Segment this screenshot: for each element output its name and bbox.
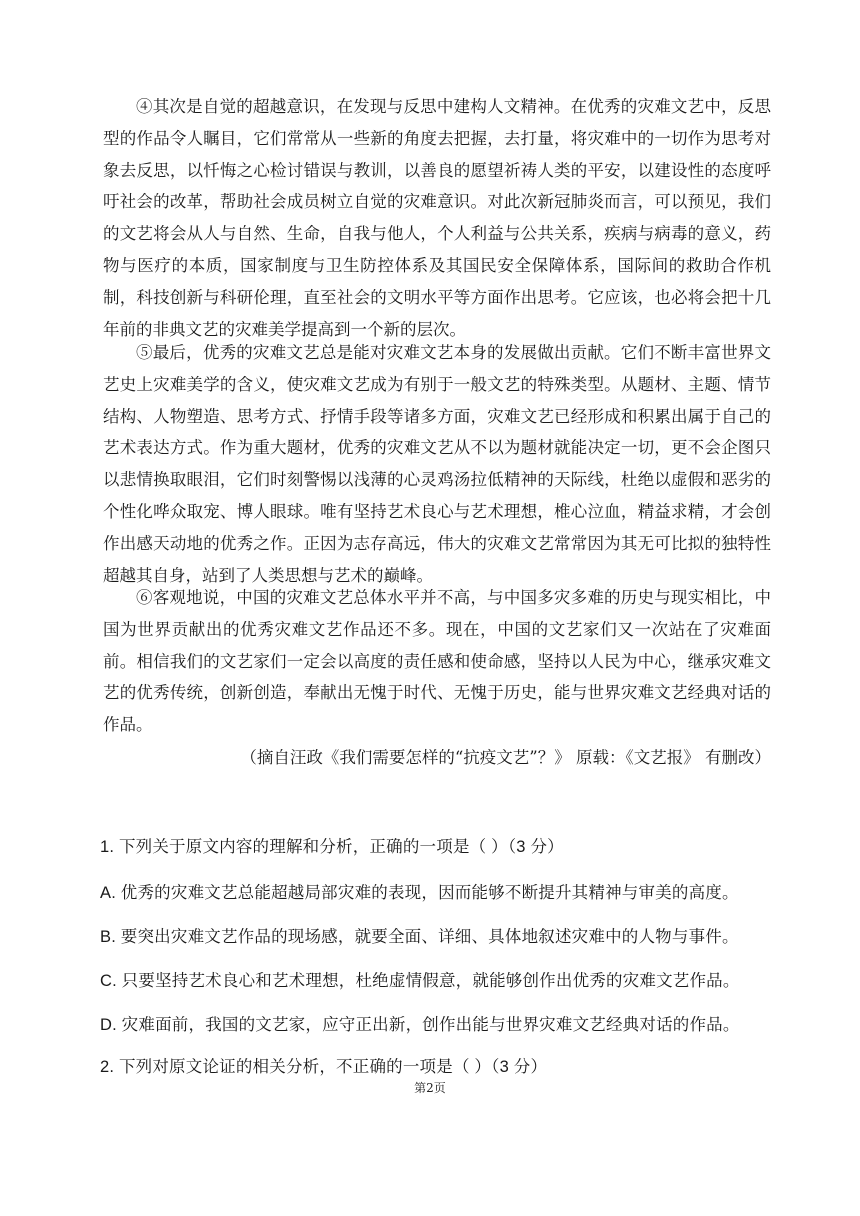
- question-1-option-b: B. 要突出灾难文艺作品的现场感，就要全面、详细、具体地叙述灾难中的人物与事件。: [100, 928, 739, 946]
- question-1-option-c: C. 只要坚持艺术良心和艺术理想，杜绝虚情假意，就能够创作出优秀的灾难文艺作品。: [100, 972, 740, 990]
- passage-paragraph-5: ⑤最后，优秀的灾难文艺总是能对灾难文艺本身的发展做出贡献。它们不断丰富世界文艺史上灾难美学的含义，使灾难文艺成为有别于一般文艺的特殊类型。从题材、主题、情节结构、人物塑造、思考方式、抒情手段等诸多方面，灾难文艺已经形成和积累出属于自己的艺术表达方式。作为重大题材，优秀的灾难文艺从不以为题材就能决定一切，更不会企图只以悲情换取眼泪，它们时刻警惕以浅薄的心灵鸡汤拉低精神的天际线，杜绝以虚假和恶劣的个性化哗众取宠、博人眼球。唯有坚持艺术良心与艺术理想，椎心泣血，精益求精，才会创作出感天动地的优秀之作。正因为志存高远，伟大的灾难文艺常常因为其无可比拟的独特性超越其自身，站到了人类思想与艺术的巅峰。: [103, 343, 771, 585]
- passage-paragraph-6: ⑥客观地说，中国的灾难文艺总体水平并不高，与中国多灾多难的历史与现实相比，中国为世界贡献出的优秀灾难文艺作品还不多。现在，中国的文艺家们又一次站在了灾难面前。相信我们的文艺家们一定会以高度的责任感和使命感，坚持以人民为中心，继承灾难文艺的优秀传统，创新创造，奉献出无愧于时代、无愧于历史，能与世界灾难文艺经典对话的作品。: [103, 588, 771, 735]
- question-2-stem: 2. 下列对原文论证的相关分析，不正确的一项是（ ）（3 分）: [100, 1058, 548, 1076]
- passage-paragraph-4: ④其次是自觉的超越意识，在发现与反思中建构人文精神。在优秀的灾难文艺中，反思型的作品令人瞩目，它们常常从一些新的角度去把握，去打量，将灾难中的一切作为思考对象去反思，以忏悔之心检讨错误与教训，以善良的愿望祈祷人类的平安，以建设性的态度呼吁社会的改革，帮助社会成员树立自觉的灾难意识。对此次新冠肺炎而言，可以预见，我们的文艺将会从人与自然、生命，自我与他人，个人利益与公共关系，疾病与病毒的意义，药物与医疗的本质，国家制度与卫生防控体系及其国民安全保障体系，国际间的救助合作机制，科技创新与科研伦理，直至社会的文明水平等方面作出思考。它应该，也必将会把十几年前的非典文艺的灾难美学提高到一个新的层次。: [103, 97, 771, 339]
- question-1-option-d: D. 灾难面前，我国的文艺家，应守正出新，创作出能与世界灾难文艺经典对话的作品。: [100, 1016, 740, 1034]
- source-citation: （摘自汪政《我们需要怎样的“抗疫文艺”？》 原载：《文艺报》 有删改）: [240, 748, 771, 767]
- question-1-option-a: A. 优秀的灾难文艺总能超越局部灾难的表现，因而能够不断提升其精神与审美的高度。: [100, 884, 739, 902]
- question-1-stem: 1. 下列关于原文内容的理解和分析，正确的一项是（ ）（3 分）: [100, 838, 564, 856]
- page-number: 第2页: [414, 1081, 446, 1095]
